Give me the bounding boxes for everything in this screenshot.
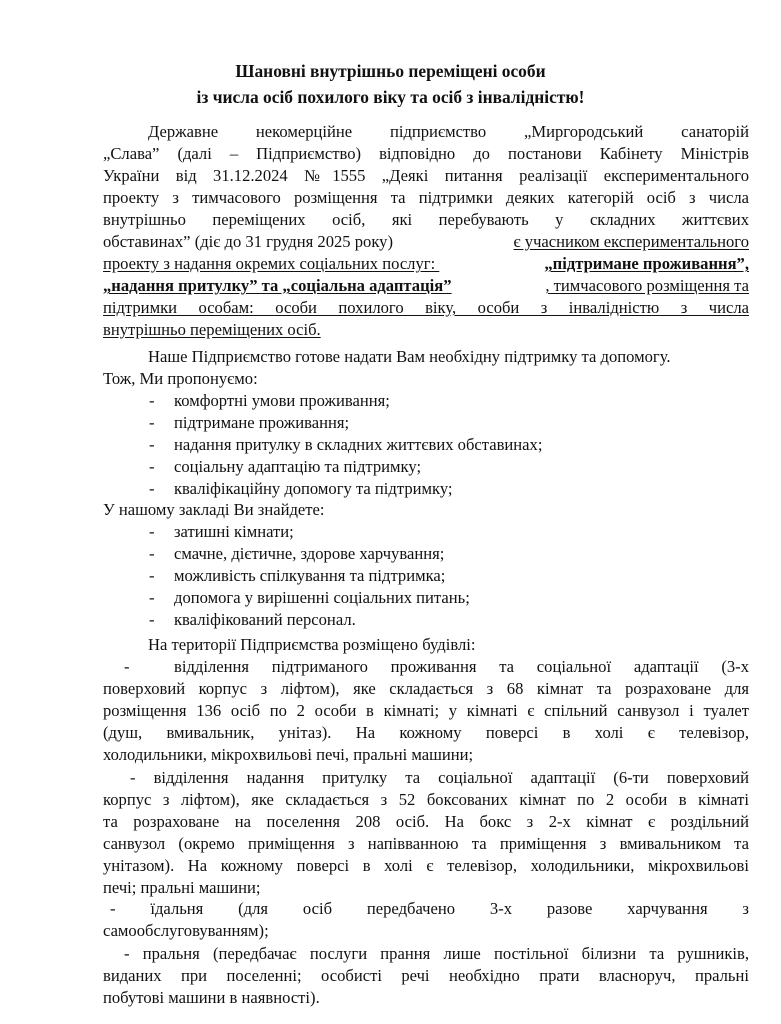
intro-line: проекту з тимчасового розміщення та підтримки деяких категорій осіб з числа xyxy=(103,188,749,207)
offer-line: Наше Підприємство готове надати Вам необхідну підтримку та допомогу. xyxy=(148,347,671,366)
list-dash: - xyxy=(149,610,155,629)
list-item: можливість спілкування та підтримка; xyxy=(174,566,446,585)
building-line: печі; пральні машини; xyxy=(103,878,261,897)
building-line: холодильники, мікрохвильові печі, пральні машини; xyxy=(103,745,474,764)
list-item: затишні кімнати; xyxy=(174,522,294,541)
list-dash: - xyxy=(149,457,155,476)
building-line: розміщення 136 осіб по 2 особи в кімнаті; у кімнаті є спільний санвузол і туалет xyxy=(103,701,749,720)
list-dash: - xyxy=(149,588,155,607)
list-dash: - xyxy=(149,566,155,585)
buildings-heading: На території Підприємства розміщено будівлі: xyxy=(148,635,476,654)
participant-statement: , тимчасового розміщення та xyxy=(545,276,749,295)
list-item: смачне, дієтичне, здорове харчування; xyxy=(174,544,445,563)
building-line: відділення підтриманого проживання та соціальної адаптації (3-х xyxy=(174,657,749,676)
list-dash: - xyxy=(124,657,130,676)
building-line: - їдальня (для осіб передбачено 3-х разове харчування з xyxy=(110,899,749,918)
building-line: (душ, вмивальник, унітаз). На кожному поверсі в холі є телевізор, xyxy=(103,723,749,742)
building-line: унітазом). На кожному поверсі в холі є телевізор, холодильники, мікрохвильові xyxy=(103,856,749,875)
list-item: соціальну адаптацію та підтримку; xyxy=(174,457,422,476)
list-dash: - xyxy=(149,435,155,454)
intro-line xyxy=(103,275,749,298)
intro-line: підтримки особам: особи похилого віку, особи з інвалідністю з числа xyxy=(103,298,749,317)
building-line: самообслуговуванням); xyxy=(103,921,269,940)
intro-line: внутрішньо переміщених осіб. xyxy=(103,320,321,339)
intro-line: України від 31.12.2024 №1555 „Деякі питання реалізації експериментального xyxy=(103,166,749,185)
building-line: побутові машини в наявності). xyxy=(103,988,320,1007)
list-dash: - xyxy=(149,479,155,498)
building-line: - пральня (передбачає послуги прання лише постільної білизни та рушників, xyxy=(124,944,749,963)
intro-line: внутрішньо переміщених осіб, які перебувають у складних життєвих xyxy=(103,210,749,229)
list-dash: - xyxy=(149,391,155,410)
find-heading: У нашому закладі Ви знайдете: xyxy=(103,500,325,519)
list-item: комфортні умови проживання; xyxy=(174,391,390,410)
intro-line: „Слава” (далі – Підприємство) відповідно до постанови Кабінету Міністрів xyxy=(103,144,749,163)
list-dash: - xyxy=(149,544,155,563)
list-dash: - xyxy=(149,522,155,541)
service-names: „надання притулку” та „соціальна адаптація” xyxy=(103,276,452,295)
list-item: підтримане проживання; xyxy=(174,413,350,432)
title-line-1: Шановні внутрішньо переміщені особи xyxy=(235,61,546,81)
intro-line xyxy=(103,253,749,276)
building-line: санвузол (окремо приміщення з напівванною та приміщення з вмивальником та xyxy=(103,834,749,853)
intro-line: Державне некомерційне підприємство „Миргородський санаторій xyxy=(148,122,749,141)
list-item: надання притулку в складних життєвих обставинах; xyxy=(174,435,543,454)
title-line-2: із числа осіб похилого віку та осіб з інвалідністю! xyxy=(196,87,585,107)
list-item: кваліфікований персонал. xyxy=(174,610,356,629)
list-dash: - xyxy=(149,413,155,432)
building-line: - відділення надання притулку та соціальної адаптації (6-ти поверховий xyxy=(130,768,749,787)
list-item: кваліфікаційну допомогу та підтримку; xyxy=(174,479,453,498)
intro-text: обставинах” (діє до 31 грудня 2025 року) xyxy=(103,232,398,251)
participant-statement: є учасником експериментального xyxy=(513,232,749,251)
building-line: поверховий корпус з ліфтом), яке складається з 68 кімнат та розраховане для xyxy=(103,679,749,698)
building-line: та розраховане на поселення 208 осіб. На бокс з 2-х кімнат є роздільний xyxy=(103,812,749,831)
offer-line: Тож, Ми пропонуємо: xyxy=(103,369,258,388)
building-line: корпус з ліфтом), яке складається з 52 боксованих кімнат по 2 особи в кімнаті xyxy=(103,790,749,809)
intro-line xyxy=(103,231,749,254)
service-names: „підтримане проживання”, xyxy=(544,254,749,273)
list-item: допомога у вирішенні соціальних питань; xyxy=(174,588,470,607)
building-line: виданих при поселенні; особисті речі необхідно прати власноруч, пральні xyxy=(103,966,749,985)
participant-statement: проекту з надання окремих соціальних послуг: xyxy=(103,254,440,273)
